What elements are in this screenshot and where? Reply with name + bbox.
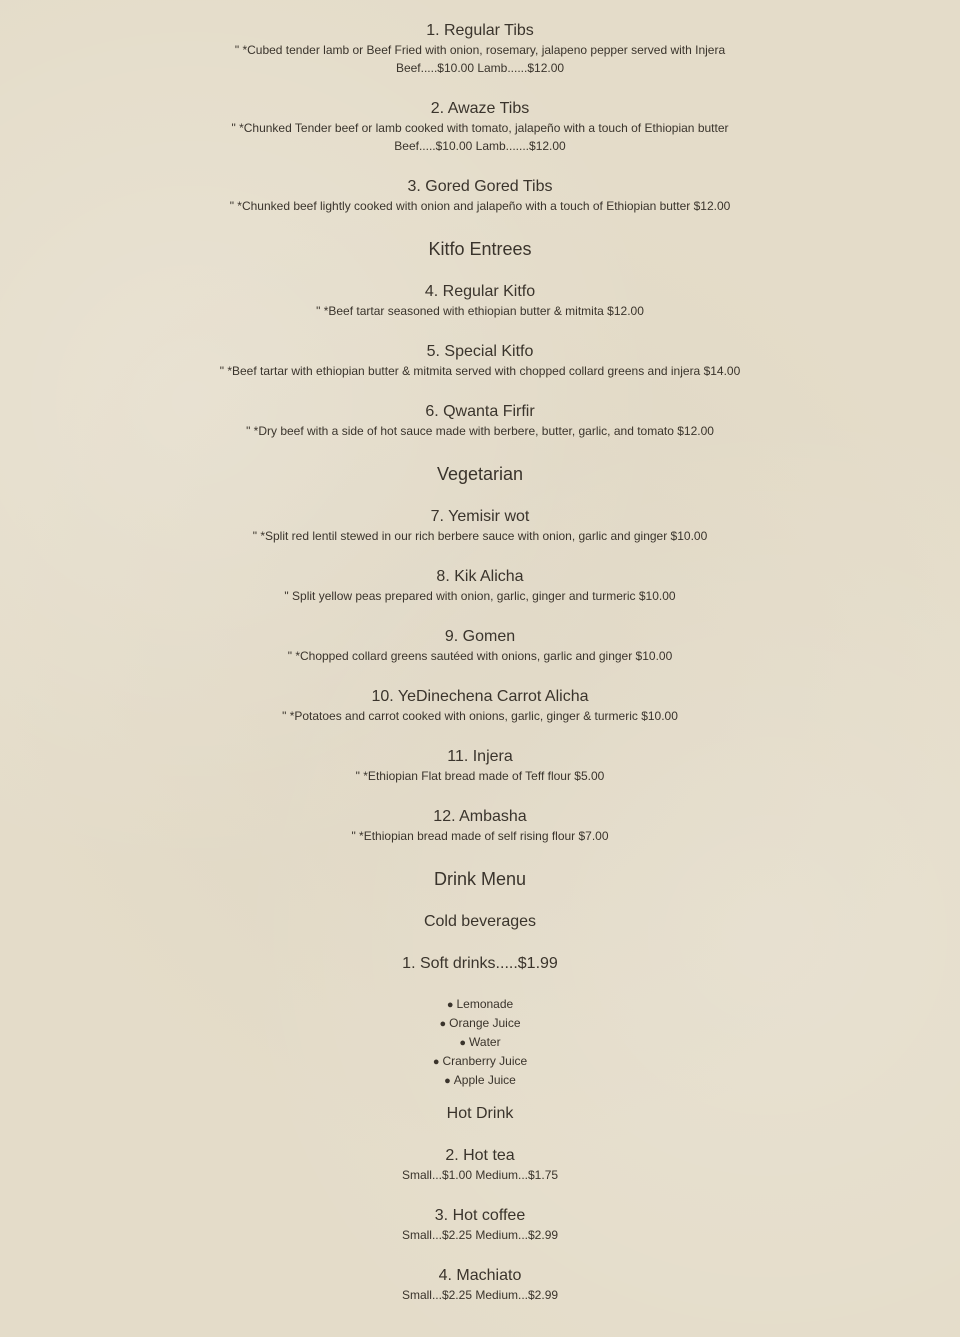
bullet-icon: ● <box>444 1075 451 1087</box>
bullet-icon: ● <box>432 1056 440 1068</box>
list-item <box>0 1014 960 1033</box>
bullet-icon: ● <box>446 999 454 1011</box>
menu-item-price: Beef.....$10.00 Lamb.......$12.00 <box>394 139 566 153</box>
menu-item-title: 3. Gored Gored Tibs <box>407 178 553 195</box>
section-kitfo-entrees <box>0 238 960 260</box>
menu-item-title: 6. Qwanta Firfir <box>425 403 535 420</box>
menu-item-price: Small...$2.25 Medium...$2.99 <box>401 1228 559 1242</box>
subsection-hot-drink <box>0 1104 960 1124</box>
menu-item-injera <box>0 747 960 785</box>
drink-name: Cranberry Juice <box>442 1054 528 1068</box>
list-item <box>0 1033 960 1052</box>
menu-item-yemisir-wot <box>0 507 960 545</box>
menu-item-description: " *Dry beef with a side of hot sauce made with berbere, butter, garlic, and tomato $12.00 <box>246 424 714 438</box>
list-item <box>0 1071 960 1090</box>
menu-item-title: 4. Machiato <box>438 1267 522 1284</box>
menu-item-description: " *Cubed tender lamb or Beef Fried with onion, rosemary, jalapeno pepper served with Injera <box>234 43 726 57</box>
menu-item-description: " *Potatoes and carrot cooked with onions, garlic, ginger & turmeric $10.00 <box>282 709 678 723</box>
menu-item-description: " *Ethiopian Flat bread made of Teff flour $5.00 <box>355 769 605 783</box>
menu-item-title: 7. Yemisir wot <box>430 508 530 525</box>
section-title: Drink Menu <box>433 869 527 889</box>
list-item <box>0 995 960 1014</box>
menu-item-title: 5. Special Kitfo <box>426 343 534 360</box>
menu-item-price: Small...$2.25 Medium...$2.99 <box>401 1288 559 1302</box>
menu-item-kik-alicha <box>0 567 960 605</box>
section-title: Vegetarian <box>436 464 524 484</box>
menu-item-regular-tibs <box>0 21 960 77</box>
menu-item-ambasha <box>0 807 960 845</box>
list-item <box>0 1052 960 1071</box>
menu-item-description: " *Beef tartar seasoned with ethiopian butter & mitmita $12.00 <box>316 304 644 318</box>
drink-name: Orange Juice <box>449 1016 521 1030</box>
menu-item-qwanta-firfir <box>0 402 960 440</box>
menu-item-title: 1. Regular Tibs <box>426 22 534 39</box>
menu-item-regular-kitfo <box>0 282 960 320</box>
subsection-title: Hot Drink <box>446 1105 514 1122</box>
menu-item-price: Beef.....$10.00 Lamb......$12.00 <box>395 61 565 75</box>
section-drink-menu <box>0 868 960 890</box>
menu-item-title: 2. Awaze Tibs <box>430 100 530 117</box>
menu-item-gored-gored-tibs <box>0 177 960 215</box>
menu-item-title: 3. Hot coffee <box>434 1207 526 1224</box>
menu-item-title: 4. Regular Kitfo <box>424 283 536 300</box>
menu-item-yedinechena-carrot-alicha <box>0 687 960 725</box>
menu-item-hot-coffee <box>0 1206 960 1244</box>
menu-item-machiato <box>0 1266 960 1304</box>
bullet-icon: ● <box>439 1018 447 1030</box>
menu-item-title: 1. Soft drinks.....$1.99 <box>402 955 558 972</box>
menu-item-title: 9. Gomen <box>444 628 516 645</box>
menu-item-awaze-tibs <box>0 99 960 155</box>
section-vegetarian <box>0 463 960 485</box>
menu-item-title: 11. Injera <box>447 748 513 765</box>
menu-item-description: " *Ethiopian bread made of self rising flour $7.00 <box>351 829 609 843</box>
menu-item-title: 10. YeDinechena Carrot Alicha <box>371 688 589 705</box>
menu-item-description: " Split yellow peas prepared with onion, garlic, ginger and turmeric $10.00 <box>284 589 676 603</box>
menu-item-description: " *Chunked beef lightly cooked with onion and jalapeño with a touch of Ethiopian butter $12.00 <box>229 199 731 213</box>
menu-item-description: " *Beef tartar with ethiopian butter & mitmita served with chopped collard greens and injera $14.00 <box>219 364 741 378</box>
menu-item-description: " *Chopped collard greens sautéed with onions, garlic and ginger $10.00 <box>287 649 673 663</box>
menu-item-description: " *Chunked Tender beef or lamb cooked with tomato, jalapeño with a touch of Ethiopian butter <box>231 121 729 135</box>
subsection-title: Cold beverages <box>423 913 537 930</box>
menu-item-soft-drinks <box>0 954 960 974</box>
drink-name: Lemonade <box>456 997 514 1011</box>
bullet-icon: ● <box>459 1037 467 1049</box>
menu-item-price: Small...$1.00 Medium...$1.75 <box>401 1168 559 1182</box>
menu-item-gomen <box>0 627 960 665</box>
menu-item-title: 12. Ambasha <box>433 808 527 825</box>
subsection-cold-beverages <box>0 912 960 932</box>
menu-item-special-kitfo <box>0 342 960 380</box>
section-title: Kitfo Entrees <box>428 239 532 259</box>
menu-item-title: 8. Kik Alicha <box>436 568 524 585</box>
menu-item-hot-tea <box>0 1146 960 1184</box>
menu-item-title: 2. Hot tea <box>445 1147 515 1164</box>
menu-item-description: " *Split red lentil stewed in our rich berbere sauce with onion, garlic and ginger $10.00 <box>252 529 708 543</box>
drink-name: Apple Juice <box>453 1073 516 1087</box>
soft-drinks-list <box>0 995 960 1090</box>
drink-name: Water <box>469 1035 501 1049</box>
